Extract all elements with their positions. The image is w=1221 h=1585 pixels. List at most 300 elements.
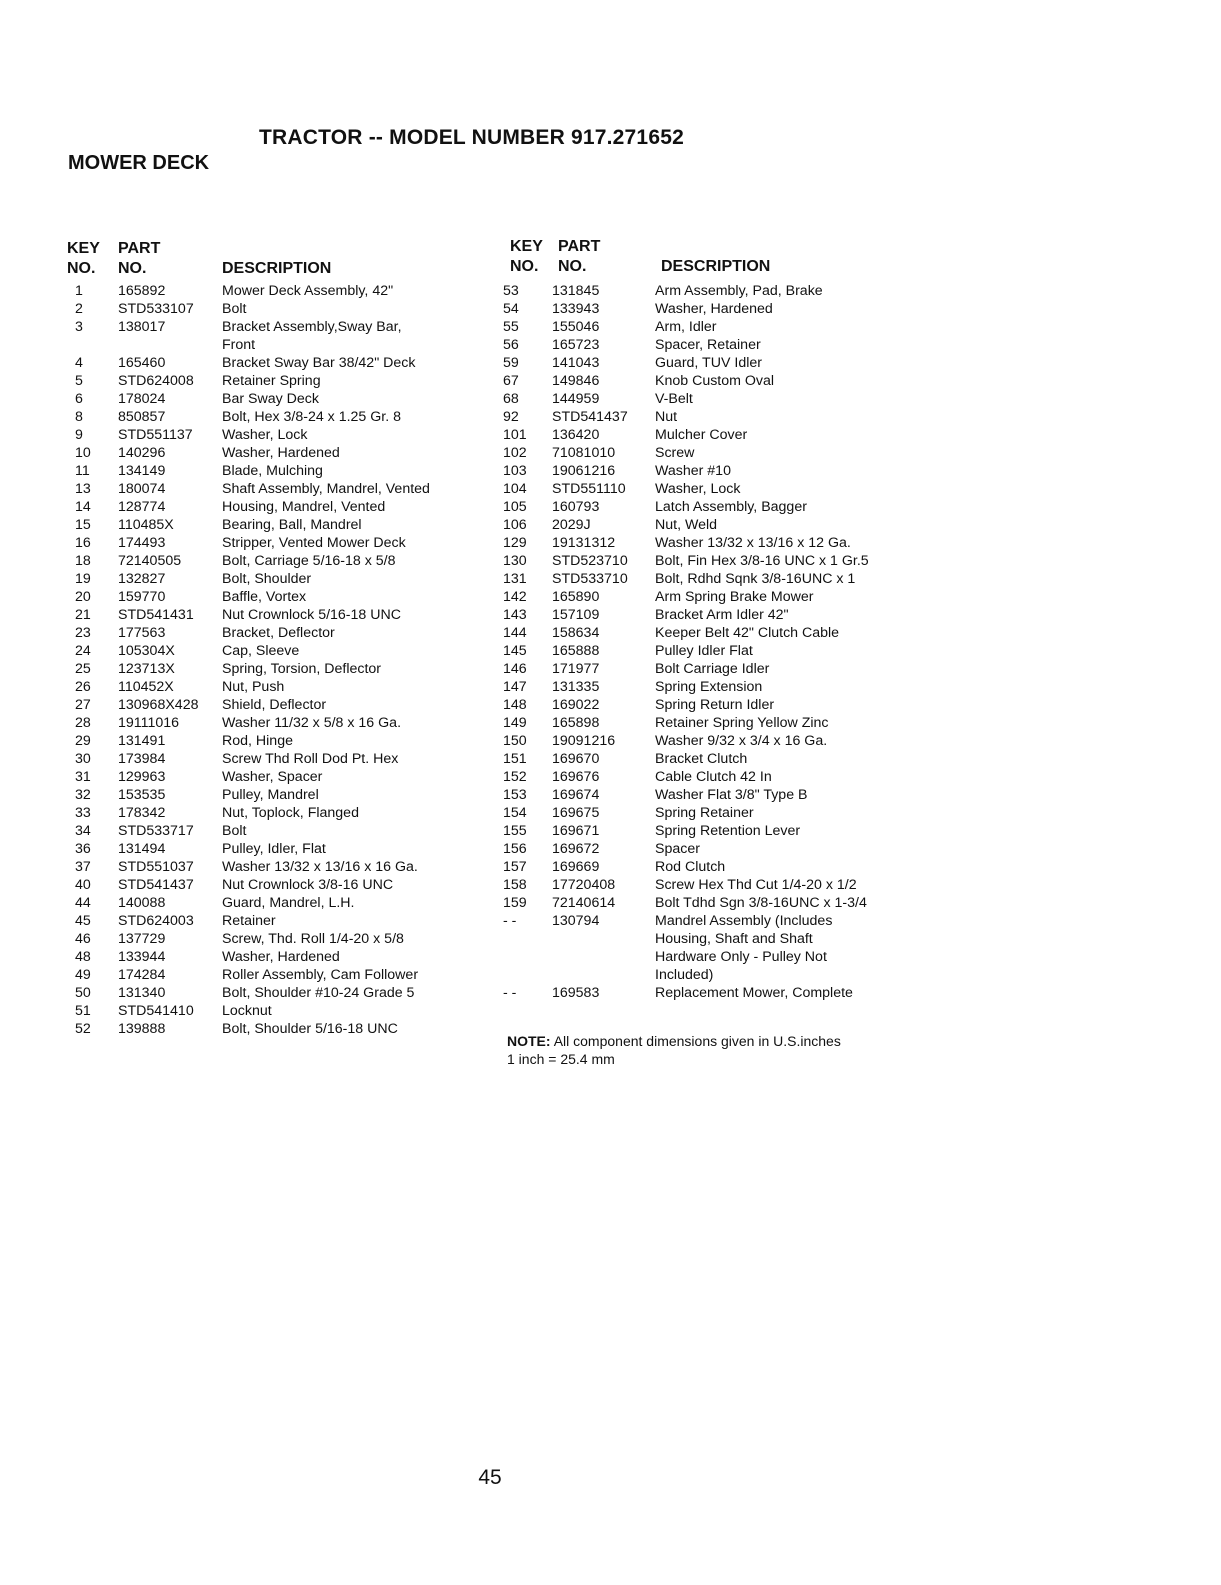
key-no: 55 bbox=[503, 319, 519, 335]
part-no: 144959 bbox=[552, 391, 600, 407]
table-row bbox=[75, 372, 485, 390]
key-no: 9 bbox=[75, 427, 83, 443]
table-row bbox=[75, 804, 485, 822]
table-row bbox=[75, 822, 485, 840]
header-key-no: NO. bbox=[510, 258, 539, 275]
description: Washer, Lock bbox=[222, 427, 308, 443]
key-no: 16 bbox=[75, 535, 91, 551]
key-no: 103 bbox=[503, 463, 527, 479]
part-no: 105304X bbox=[118, 643, 175, 659]
part-no: STD551037 bbox=[118, 859, 194, 875]
description: Spacer, Retainer bbox=[655, 337, 761, 353]
table-row bbox=[503, 768, 913, 786]
table-row bbox=[503, 750, 913, 768]
part-no: 169022 bbox=[552, 697, 600, 713]
header-part-no: NO. bbox=[558, 258, 587, 275]
key-no: 32 bbox=[75, 787, 91, 803]
table-row bbox=[75, 516, 485, 534]
table-row bbox=[75, 984, 485, 1002]
table-row bbox=[75, 894, 485, 912]
table-row bbox=[503, 318, 913, 336]
description: Spring Extension bbox=[655, 679, 763, 695]
description: Washer, Lock bbox=[655, 481, 741, 497]
description: Latch Assembly, Bagger bbox=[655, 499, 807, 515]
table-row bbox=[503, 336, 913, 354]
description: Washer 9/32 x 3/4 x 16 Ga. bbox=[655, 733, 828, 749]
part-no: 157109 bbox=[552, 607, 600, 623]
page-title: TRACTOR -- MODEL NUMBER 917.271652 bbox=[259, 126, 684, 149]
description: Knob Custom Oval bbox=[655, 373, 775, 389]
key-no: 20 bbox=[75, 589, 91, 605]
part-no: 17720408 bbox=[552, 877, 616, 893]
table-row bbox=[75, 408, 485, 426]
key-no: 158 bbox=[503, 877, 527, 893]
table-row bbox=[503, 624, 913, 642]
table-row bbox=[75, 786, 485, 804]
parts-list-right bbox=[503, 282, 913, 1002]
key-no: 105 bbox=[503, 499, 527, 515]
part-no: 123713X bbox=[118, 661, 175, 677]
part-no: 131340 bbox=[118, 985, 166, 1001]
parts-list-left bbox=[75, 282, 485, 1038]
part-no: 72140505 bbox=[118, 553, 182, 569]
part-no: 139888 bbox=[118, 1021, 166, 1037]
table-row bbox=[75, 678, 485, 696]
description: Bolt bbox=[222, 301, 247, 317]
table-row bbox=[503, 858, 913, 876]
description: Nut bbox=[655, 409, 678, 425]
key-no: 50 bbox=[75, 985, 91, 1001]
description: Replacement Mower, Complete bbox=[655, 985, 853, 1001]
description: Spring Retention Lever bbox=[655, 823, 801, 839]
part-no: 165888 bbox=[552, 643, 600, 659]
description: Front bbox=[222, 337, 256, 353]
header-key: KEY bbox=[510, 238, 543, 255]
part-no: STD541431 bbox=[118, 607, 194, 623]
key-no: 31 bbox=[75, 769, 91, 785]
description: V-Belt bbox=[655, 391, 693, 407]
key-no: 148 bbox=[503, 697, 527, 713]
part-no: 129963 bbox=[118, 769, 166, 785]
description: Arm, Idler bbox=[655, 319, 717, 335]
table-row bbox=[503, 660, 913, 678]
key-no: 152 bbox=[503, 769, 527, 785]
key-no: 102 bbox=[503, 445, 527, 461]
key-no: 8 bbox=[75, 409, 83, 425]
key-no: 68 bbox=[503, 391, 519, 407]
table-row bbox=[75, 426, 485, 444]
description: Stripper, Vented Mower Deck bbox=[222, 535, 406, 551]
part-no: 177563 bbox=[118, 625, 166, 641]
key-no: 2 bbox=[75, 301, 83, 317]
part-no: 171977 bbox=[552, 661, 600, 677]
description: Bracket Assembly,Sway Bar, bbox=[222, 319, 402, 335]
description: Pulley, Mandrel bbox=[222, 787, 319, 803]
key-no: 18 bbox=[75, 553, 91, 569]
table-row bbox=[503, 426, 913, 444]
description: Keeper Belt 42" Clutch Cable bbox=[655, 625, 840, 641]
description: Nut Crownlock 3/8-16 UNC bbox=[222, 877, 394, 893]
table-row bbox=[503, 354, 913, 372]
table-row bbox=[75, 1020, 485, 1038]
key-no: 3 bbox=[75, 319, 83, 335]
description: Shaft Assembly, Mandrel, Vented bbox=[222, 481, 430, 497]
description: Included) bbox=[655, 967, 714, 983]
part-no: 153535 bbox=[118, 787, 166, 803]
dimension-note bbox=[507, 1032, 841, 1068]
key-no: 157 bbox=[503, 859, 527, 875]
table-row bbox=[75, 966, 485, 984]
table-row bbox=[75, 498, 485, 516]
key-no: 144 bbox=[503, 625, 527, 641]
table-row bbox=[75, 318, 485, 336]
description: Screw Thd Roll Dod Pt. Hex bbox=[222, 751, 399, 767]
part-no: STD533710 bbox=[552, 571, 628, 587]
part-no: STD551137 bbox=[118, 427, 193, 443]
table-row bbox=[75, 390, 485, 408]
table-row bbox=[75, 768, 485, 786]
description: Pulley, Idler, Flat bbox=[222, 841, 326, 857]
part-no: 850857 bbox=[118, 409, 166, 425]
description: Bolt, Carriage 5/16-18 x 5/8 bbox=[222, 553, 396, 569]
part-no: 133943 bbox=[552, 301, 600, 317]
part-no: 160793 bbox=[552, 499, 600, 515]
table-row bbox=[75, 876, 485, 894]
table-row bbox=[503, 606, 913, 624]
key-no: 142 bbox=[503, 589, 527, 605]
description: Spacer bbox=[655, 841, 700, 857]
key-no: 54 bbox=[503, 301, 519, 317]
table-row bbox=[503, 876, 913, 894]
key-no: 6 bbox=[75, 391, 83, 407]
header-key-no: NO. bbox=[67, 260, 96, 277]
note-label: NOTE: bbox=[507, 1033, 551, 1049]
description: Spring Retainer bbox=[655, 805, 754, 821]
description: Bolt, Shoulder bbox=[222, 571, 312, 587]
description: Bolt, Fin Hex 3/8-16 UNC x 1 Gr.5 bbox=[655, 553, 869, 569]
part-no: 138017 bbox=[118, 319, 166, 335]
key-no: 153 bbox=[503, 787, 527, 803]
part-no: 19111016 bbox=[118, 715, 180, 731]
key-no: 23 bbox=[75, 625, 91, 641]
table-row bbox=[75, 336, 485, 354]
key-no: 46 bbox=[75, 931, 91, 947]
table-row bbox=[503, 534, 913, 552]
key-no: 44 bbox=[75, 895, 91, 911]
part-no: 130794 bbox=[552, 913, 600, 929]
table-row bbox=[503, 516, 913, 534]
description: Pulley Idler Flat bbox=[655, 643, 753, 659]
description: Housing, Mandrel, Vented bbox=[222, 499, 386, 515]
part-no: 110485X bbox=[118, 517, 174, 533]
parts-table-left bbox=[67, 238, 485, 1038]
table-row bbox=[75, 444, 485, 462]
table-header bbox=[67, 238, 485, 282]
key-no: 49 bbox=[75, 967, 91, 983]
key-no: 155 bbox=[503, 823, 527, 839]
table-row bbox=[503, 588, 913, 606]
key-no: 33 bbox=[75, 805, 91, 821]
key-no: 156 bbox=[503, 841, 527, 857]
table-row bbox=[75, 300, 485, 318]
table-row bbox=[75, 714, 485, 732]
key-no: 27 bbox=[75, 697, 91, 713]
table-row bbox=[503, 948, 913, 966]
table-row bbox=[503, 804, 913, 822]
key-no: 26 bbox=[75, 679, 91, 695]
table-row bbox=[75, 462, 485, 480]
table-row bbox=[503, 282, 913, 300]
part-no: 130968X428 bbox=[118, 697, 199, 713]
part-no: 19061216 bbox=[552, 463, 616, 479]
part-no: 110452X bbox=[118, 679, 174, 695]
table-row bbox=[503, 966, 913, 984]
key-no: 101 bbox=[503, 427, 527, 443]
part-no: STD624008 bbox=[118, 373, 194, 389]
description: Nut Crownlock 5/16-18 UNC bbox=[222, 607, 401, 623]
description: Spring Return Idler bbox=[655, 697, 775, 713]
key-no: 14 bbox=[75, 499, 91, 515]
part-no: 165890 bbox=[552, 589, 600, 605]
description: Bracket Arm Idler 42" bbox=[655, 607, 789, 623]
key-no: 53 bbox=[503, 283, 519, 299]
part-no: STD523710 bbox=[552, 553, 628, 569]
note-conversion: 1 inch = 25.4 mm bbox=[507, 1051, 615, 1067]
table-row bbox=[75, 750, 485, 768]
part-no: 180074 bbox=[118, 481, 166, 497]
part-no: 2029J bbox=[552, 517, 591, 533]
note-text: All component dimensions given in U.S.inches bbox=[553, 1033, 841, 1049]
part-no: 131335 bbox=[552, 679, 600, 695]
description: Screw bbox=[655, 445, 695, 461]
part-no: STD533107 bbox=[118, 301, 194, 317]
key-no: 150 bbox=[503, 733, 527, 749]
part-no: STD624003 bbox=[118, 913, 194, 929]
key-no: 129 bbox=[503, 535, 527, 551]
part-no: 134149 bbox=[118, 463, 166, 479]
description: Locknut bbox=[222, 1003, 272, 1019]
description: Bearing, Ball, Mandrel bbox=[222, 517, 362, 533]
key-no: 19 bbox=[75, 571, 91, 587]
table-row bbox=[503, 300, 913, 318]
key-no: 24 bbox=[75, 643, 91, 659]
key-no: 154 bbox=[503, 805, 527, 821]
part-no: 165898 bbox=[552, 715, 600, 731]
part-no: 140088 bbox=[118, 895, 166, 911]
description: Washer 13/32 x 13/16 x 16 Ga. bbox=[222, 859, 418, 875]
header-part: PART bbox=[558, 238, 601, 255]
description: Bar Sway Deck bbox=[222, 391, 319, 407]
part-no: 169670 bbox=[552, 751, 600, 767]
key-no: 10 bbox=[75, 445, 91, 461]
part-no: 173984 bbox=[118, 751, 166, 767]
description: Cap, Sleeve bbox=[222, 643, 300, 659]
part-no: STD541410 bbox=[118, 1003, 194, 1019]
description: Washer, Spacer bbox=[222, 769, 323, 785]
part-no: 72140614 bbox=[552, 895, 616, 911]
description: Nut, Weld bbox=[655, 517, 718, 533]
page-number: 45 bbox=[478, 1466, 502, 1489]
table-row bbox=[75, 1002, 485, 1020]
key-no: 130 bbox=[503, 553, 527, 569]
part-no: 165460 bbox=[118, 355, 166, 371]
table-row bbox=[75, 624, 485, 642]
part-no: 178024 bbox=[118, 391, 166, 407]
header-description: DESCRIPTION bbox=[661, 258, 771, 275]
table-row bbox=[503, 444, 913, 462]
key-no: 5 bbox=[75, 373, 83, 389]
description: Bolt, Shoulder 5/16-18 UNC bbox=[222, 1021, 398, 1037]
table-row bbox=[503, 912, 913, 930]
table-row bbox=[503, 408, 913, 426]
section-title: MOWER DECK bbox=[68, 152, 210, 174]
table-header bbox=[503, 238, 913, 282]
key-no: 51 bbox=[75, 1003, 91, 1019]
key-no: 36 bbox=[75, 841, 91, 857]
table-row bbox=[75, 858, 485, 876]
table-row bbox=[503, 786, 913, 804]
part-no: 174493 bbox=[118, 535, 166, 551]
description: Bolt, Hex 3/8-24 x 1.25 Gr. 8 bbox=[222, 409, 402, 425]
key-no: 92 bbox=[503, 409, 519, 425]
key-no: 147 bbox=[503, 679, 527, 695]
part-no: 71081010 bbox=[552, 445, 616, 461]
part-no: 131845 bbox=[552, 283, 600, 299]
table-row bbox=[503, 840, 913, 858]
key-no: 131 bbox=[503, 571, 527, 587]
part-no: 159770 bbox=[118, 589, 166, 605]
part-no: 169675 bbox=[552, 805, 600, 821]
key-no: 29 bbox=[75, 733, 91, 749]
part-no: 169669 bbox=[552, 859, 600, 875]
part-no: 132827 bbox=[118, 571, 166, 587]
description: Retainer bbox=[222, 913, 276, 929]
key-no: - - bbox=[503, 985, 517, 1001]
key-no: 30 bbox=[75, 751, 91, 767]
description: Bolt Carriage Idler bbox=[655, 661, 770, 677]
key-no: 145 bbox=[503, 643, 527, 659]
description: Retainer Spring bbox=[222, 373, 321, 389]
description: Washer, Hardened bbox=[222, 445, 340, 461]
key-no: 21 bbox=[75, 607, 91, 623]
description: Blade, Mulching bbox=[222, 463, 323, 479]
description: Baffle, Vortex bbox=[222, 589, 307, 605]
key-no: 15 bbox=[75, 517, 91, 533]
key-no: 104 bbox=[503, 481, 527, 497]
table-row bbox=[503, 480, 913, 498]
part-no: 178342 bbox=[118, 805, 166, 821]
header-part-no: NO. bbox=[118, 260, 147, 277]
key-no: 52 bbox=[75, 1021, 91, 1037]
key-no: 25 bbox=[75, 661, 91, 677]
table-row bbox=[503, 894, 913, 912]
part-no: 158634 bbox=[552, 625, 600, 641]
part-no: STD533717 bbox=[118, 823, 194, 839]
table-row bbox=[75, 354, 485, 372]
description: Bolt bbox=[222, 823, 247, 839]
description: Bracket Clutch bbox=[655, 751, 748, 767]
table-row bbox=[503, 642, 913, 660]
table-row bbox=[503, 714, 913, 732]
description: Washer #10 bbox=[655, 463, 731, 479]
part-no: 174284 bbox=[118, 967, 166, 983]
table-row bbox=[75, 642, 485, 660]
description: Retainer Spring Yellow Zinc bbox=[655, 715, 829, 731]
table-row bbox=[75, 930, 485, 948]
key-no: 40 bbox=[75, 877, 91, 893]
table-row bbox=[503, 678, 913, 696]
table-row bbox=[75, 606, 485, 624]
table-row bbox=[75, 840, 485, 858]
table-row bbox=[503, 390, 913, 408]
key-no: 67 bbox=[503, 373, 519, 389]
key-no: 45 bbox=[75, 913, 91, 929]
description: Shield, Deflector bbox=[222, 697, 327, 713]
key-no: - - bbox=[503, 913, 517, 929]
table-row bbox=[503, 984, 913, 1002]
part-no: 131494 bbox=[118, 841, 166, 857]
key-no: 59 bbox=[503, 355, 519, 371]
description: Rod, Hinge bbox=[222, 733, 293, 749]
table-row bbox=[503, 696, 913, 714]
key-no: 11 bbox=[75, 463, 90, 479]
table-row bbox=[75, 732, 485, 750]
table-row bbox=[75, 570, 485, 588]
part-no: 131491 bbox=[118, 733, 166, 749]
key-no: 28 bbox=[75, 715, 91, 731]
key-no: 4 bbox=[75, 355, 83, 371]
key-no: 34 bbox=[75, 823, 91, 839]
description: Arm Spring Brake Mower bbox=[655, 589, 814, 605]
header-part: PART bbox=[118, 240, 161, 257]
description: Screw, Thd. Roll 1/4-20 x 5/8 bbox=[222, 931, 404, 947]
header-key: KEY bbox=[67, 240, 100, 257]
part-no: 169672 bbox=[552, 841, 600, 857]
table-row bbox=[75, 480, 485, 498]
part-no: 169674 bbox=[552, 787, 600, 803]
part-no: 137729 bbox=[118, 931, 166, 947]
part-no: 165723 bbox=[552, 337, 600, 353]
table-row bbox=[75, 552, 485, 570]
description: Washer, Hardened bbox=[655, 301, 773, 317]
table-row bbox=[75, 948, 485, 966]
table-row bbox=[75, 660, 485, 678]
description: Arm Assembly, Pad, Brake bbox=[655, 283, 823, 299]
part-no: 149846 bbox=[552, 373, 600, 389]
key-no: 143 bbox=[503, 607, 527, 623]
description: Bolt Tdhd Sgn 3/8-16UNC x 1-3/4 bbox=[655, 895, 867, 911]
part-no: 165892 bbox=[118, 283, 166, 299]
table-row bbox=[503, 552, 913, 570]
part-no: 141043 bbox=[552, 355, 600, 371]
description: Spring, Torsion, Deflector bbox=[222, 661, 382, 677]
part-no: 169676 bbox=[552, 769, 600, 785]
part-no: 19091216 bbox=[552, 733, 616, 749]
description: Guard, Mandrel, L.H. bbox=[222, 895, 355, 911]
table-row bbox=[75, 912, 485, 930]
key-no: 37 bbox=[75, 859, 91, 875]
description: Housing, Shaft and Shaft bbox=[655, 931, 813, 947]
table-row bbox=[503, 732, 913, 750]
table-row bbox=[75, 696, 485, 714]
description: Mandrel Assembly (Includes bbox=[655, 913, 833, 929]
part-no: 169583 bbox=[552, 985, 600, 1001]
description: Roller Assembly, Cam Follower bbox=[222, 967, 419, 983]
table-row bbox=[75, 588, 485, 606]
table-row bbox=[75, 282, 485, 300]
description: Nut, Push bbox=[222, 679, 285, 695]
key-no: 151 bbox=[503, 751, 527, 767]
